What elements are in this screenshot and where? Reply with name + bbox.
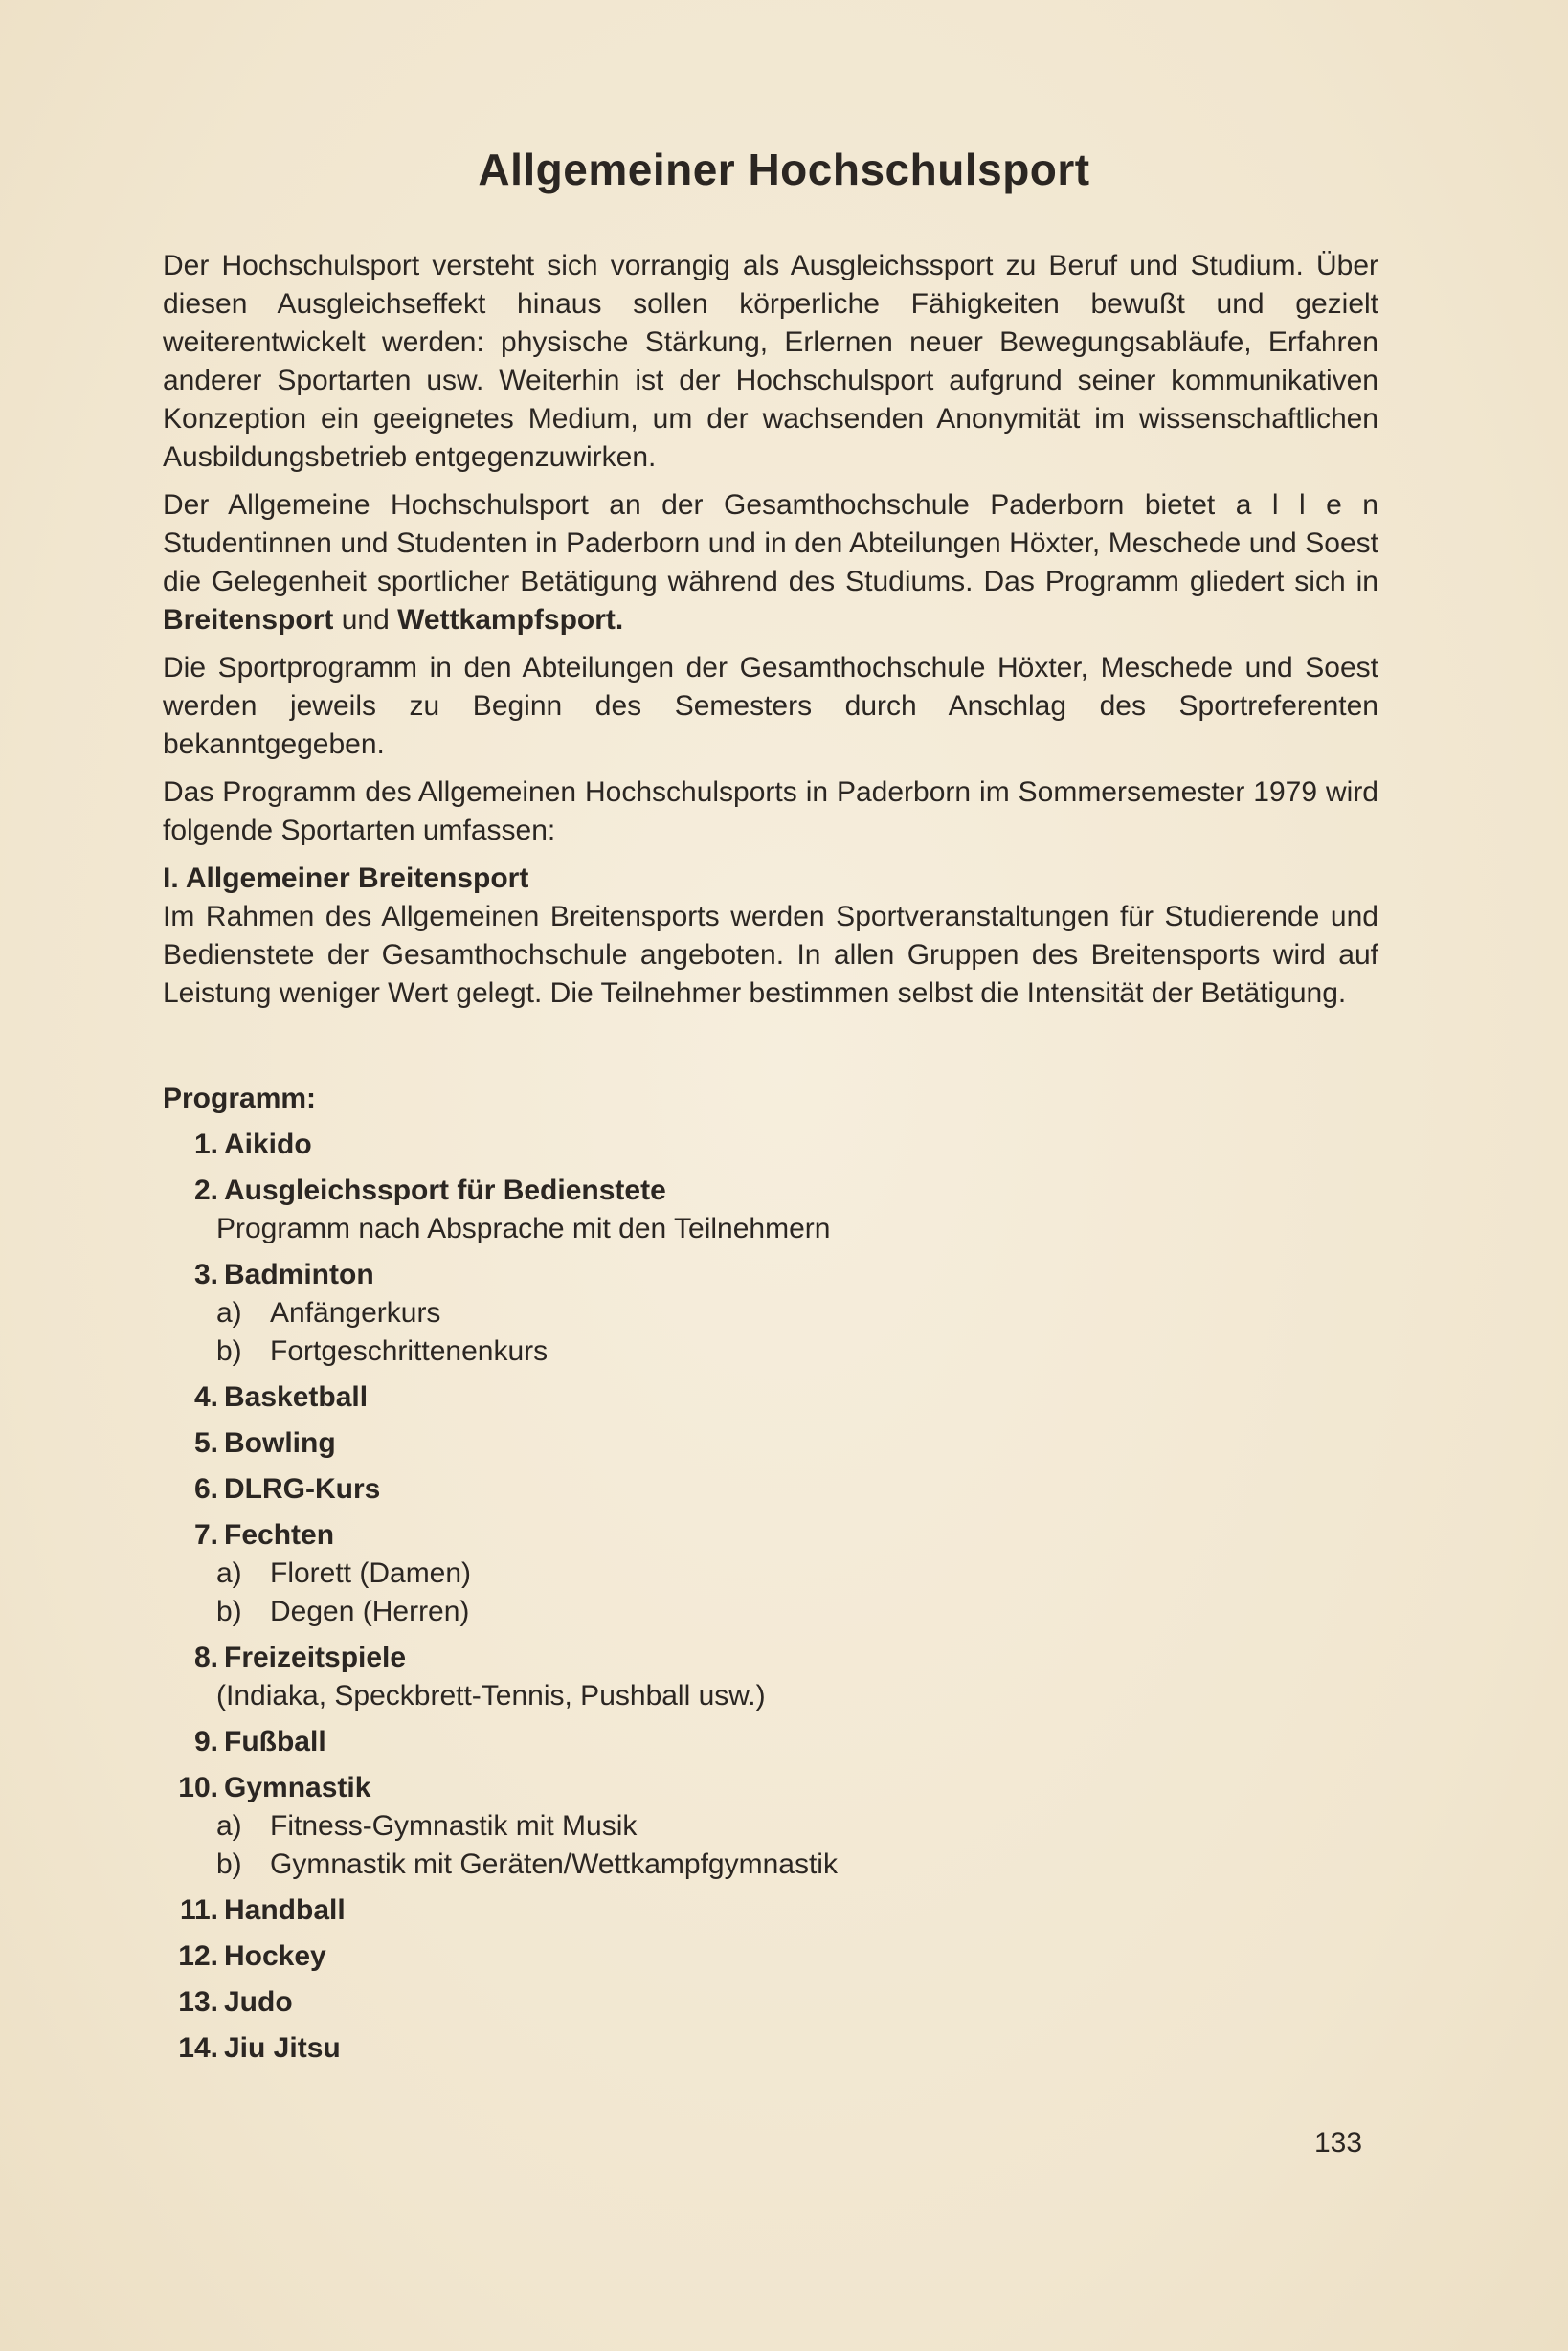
program-item bbox=[144, 2029, 838, 2068]
paragraph-intro: Der Hochschulsport versteht sich vorrangig als Ausgleichssport zu Beruf und Studium. Über diesen Ausgleichseffekt hinaus sollen körperliche Fähigkeiten bewußt und gezielt weiterentwickelt werden: physische Stärkung, Erlernen neuer Bewegungsabläufe, Erfahren anderer Sportarten usw. Weiterhin ist der Hochschulsport aufgrund seiner kommunikativen Konzeption ein geeignetes Medium, um der wachsenden Anonymität im wissenschaftlichen Ausbildungsbetrieb entgegenzuwirken. bbox=[163, 250, 1378, 473]
body-text bbox=[163, 247, 1378, 1022]
program-entry bbox=[144, 1424, 838, 1463]
page-number: 133 bbox=[1314, 2127, 1363, 2159]
program-entry bbox=[144, 1470, 838, 1509]
program-item-name: DLRG-Kurs bbox=[224, 1473, 381, 1505]
program-item bbox=[144, 1378, 838, 1417]
program-entry bbox=[144, 1892, 838, 1930]
program-subitem bbox=[144, 1294, 838, 1332]
program-item-name: Ausgleichssport für Bedienstete bbox=[224, 1175, 666, 1206]
program-subitem bbox=[144, 1555, 838, 1593]
program-item bbox=[144, 1723, 838, 1761]
program-entry bbox=[144, 2029, 838, 2068]
program-item-number: 8. bbox=[193, 1642, 218, 1673]
program-item-number: 5. bbox=[193, 1427, 218, 1459]
program-item bbox=[144, 1892, 838, 1930]
conjunction-text: und bbox=[333, 604, 398, 636]
program-subitem-letter: a) bbox=[216, 1557, 242, 1589]
program-entry bbox=[144, 1769, 838, 1884]
program-item-name: Handball bbox=[224, 1894, 346, 1926]
program-item-name: Bowling bbox=[224, 1427, 336, 1459]
program-subitem-letter: b) bbox=[216, 1848, 242, 1880]
program-item-number: 14. bbox=[178, 2032, 218, 2064]
program-subitem-text: Fitness-Gymnastik mit Musik bbox=[270, 1810, 638, 1842]
breitensport-term: Breitensport bbox=[163, 604, 334, 636]
program-subitem-text: Fortgeschrittenenkurs bbox=[270, 1335, 549, 1367]
program-item-note: (Indiaka, Speckbrett-Tennis, Pushball usw.) bbox=[216, 1680, 766, 1712]
program-item-name: Gymnastik bbox=[224, 1772, 371, 1803]
program-item bbox=[144, 1937, 838, 1976]
program-item-name: Hockey bbox=[224, 1940, 326, 1972]
program-item-number: 6. bbox=[193, 1473, 218, 1505]
program-item-number: 3. bbox=[193, 1259, 218, 1290]
program-item-name: Freizeitspiele bbox=[224, 1642, 407, 1673]
program-item bbox=[144, 1126, 838, 1164]
program-subitem bbox=[144, 1332, 838, 1371]
program-entry bbox=[144, 1256, 838, 1371]
program-list bbox=[144, 1126, 838, 2075]
program-item-name: Fechten bbox=[224, 1519, 335, 1551]
program-entry bbox=[144, 1983, 838, 2022]
program-item-name: Basketball bbox=[224, 1381, 369, 1413]
program-item bbox=[144, 1256, 838, 1294]
section-heading-breitensport: I. Allgemeiner Breitensport bbox=[163, 862, 529, 894]
program-item bbox=[144, 1470, 838, 1509]
program-item-number: 11. bbox=[179, 1894, 218, 1926]
paragraph-program-structure bbox=[163, 486, 1378, 639]
program-subitem-text: Florett (Damen) bbox=[270, 1557, 472, 1589]
paragraph-program-structure-text: Der Allgemeine Hochschulsport an der Gesamthochschule Paderborn bietet a l l e n Studentinnen und Studenten in Paderborn und in den Abteilungen Höxter, Meschede und Soest die Gelegenheit sportlicher Betätigung während des Studiums. Das Programm gliedert sich in bbox=[163, 489, 1378, 597]
program-entry bbox=[144, 1516, 838, 1631]
program-subitem-letter: a) bbox=[216, 1810, 242, 1842]
program-item bbox=[144, 1639, 838, 1677]
program-subitem bbox=[144, 1846, 838, 1884]
program-entry bbox=[144, 1639, 838, 1715]
program-item bbox=[144, 1769, 838, 1807]
program-subitem-letter: a) bbox=[216, 1297, 242, 1329]
program-subitem-letter: b) bbox=[216, 1335, 242, 1367]
program-item-number: 12. bbox=[178, 1940, 218, 1972]
program-item-number: 10. bbox=[178, 1772, 218, 1803]
program-item-number: 9. bbox=[193, 1726, 218, 1758]
program-item-name: Badminton bbox=[224, 1259, 374, 1290]
program-entry bbox=[144, 1378, 838, 1417]
program-subitem bbox=[144, 1807, 838, 1846]
program-entry bbox=[144, 1126, 838, 1164]
program-item-number: 13. bbox=[178, 1986, 218, 2018]
program-item-name: Aikido bbox=[224, 1129, 312, 1160]
program-item bbox=[144, 1983, 838, 2022]
program-item-note: Programm nach Absprache mit den Teilnehmern bbox=[216, 1213, 831, 1244]
program-entry bbox=[144, 1937, 838, 1976]
program-item bbox=[144, 1516, 838, 1555]
page-title: Allgemeiner Hochschulsport bbox=[478, 145, 1090, 194]
program-subitem-text: Degen (Herren) bbox=[270, 1596, 470, 1627]
program-item-name: Jiu Jitsu bbox=[224, 2032, 341, 2064]
program-subitem bbox=[144, 1593, 838, 1631]
program-subitem-text: Anfängerkurs bbox=[270, 1297, 441, 1329]
paragraph-semester: Das Programm des Allgemeinen Hochschulsports in Paderborn im Sommersemester 1979 wird folgende Sportarten umfassen: bbox=[163, 776, 1378, 846]
program-item-number: 1. bbox=[193, 1129, 218, 1160]
paragraph-breitensport: Im Rahmen des Allgemeinen Breitensports werden Sportveranstaltungen für Studierende und Bedienstete der Gesamthochschule angeboten. In allen Gruppen des Breitensports wird auf Leistung weniger Wert gelegt. Die Teilnehmer bestimmen selbst die Intensität der Betätigung. bbox=[163, 901, 1378, 1009]
program-item-name: Fußball bbox=[224, 1726, 326, 1758]
program-item-number: 2. bbox=[193, 1175, 218, 1206]
program-subitem-letter: b) bbox=[216, 1596, 242, 1627]
program-item bbox=[144, 1172, 838, 1210]
program-entry bbox=[144, 1172, 838, 1248]
program-item-name: Judo bbox=[224, 1986, 293, 2018]
program-heading: Programm: bbox=[163, 1083, 317, 1114]
wettkampfsport-term: Wettkampfsport. bbox=[397, 604, 624, 636]
program-subitem-text: Gymnastik mit Geräten/Wettkampfgymnastik bbox=[270, 1848, 838, 1880]
program-item-number: 7. bbox=[193, 1519, 218, 1551]
program-item bbox=[144, 1424, 838, 1463]
paragraph-departments: Die Sportprogramm in den Abteilungen der Gesamthochschule Höxter, Meschede und Soest werden jeweils zu Beginn des Semesters durch Anschlag des Sportreferenten bekanntgegeben. bbox=[163, 652, 1378, 760]
program-item-number: 4. bbox=[193, 1381, 218, 1413]
program-entry bbox=[144, 1723, 838, 1761]
